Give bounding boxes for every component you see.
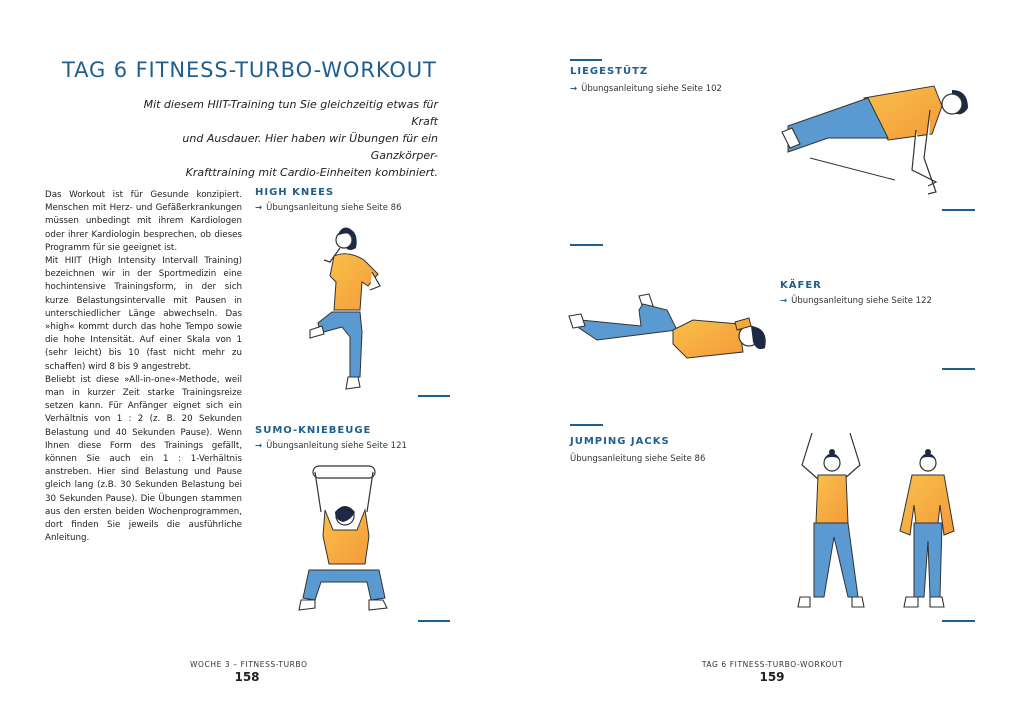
- exercise-ref-text: Übungsanleitung siehe Seite 86: [266, 203, 402, 213]
- page-number: 158: [234, 670, 260, 684]
- exercise-title-high-knees: HIGH KNEES: [255, 187, 335, 198]
- divider: [942, 620, 975, 622]
- exercise-ref-jumping-jacks: [570, 454, 705, 464]
- divider: [942, 368, 975, 370]
- exercise-ref-text: Übungsanleitung siehe Seite 102: [581, 84, 722, 94]
- exercise-title-sumo: SUMO-KNIEBEUGE: [255, 425, 372, 436]
- intro-text: [120, 96, 438, 181]
- exercise-title-liegestuetz: LIEGESTÜTZ: [570, 66, 649, 77]
- footer-label: TAG 6 FITNESS-TURBO-WORKOUT: [701, 660, 844, 669]
- divider: [570, 424, 603, 426]
- exercise-title-kaefer: KÄFER: [780, 280, 822, 291]
- divider: [570, 59, 602, 61]
- exercise-ref-kaefer: [780, 296, 932, 306]
- high-knees-illustration: [300, 222, 400, 397]
- chevron-right-icon: →: [255, 441, 263, 451]
- exercise-ref-text: Übungsanleitung siehe Seite 122: [791, 296, 932, 306]
- chevron-right-icon: →: [255, 203, 263, 213]
- sumo-squat-illustration: [295, 460, 395, 620]
- exercise-ref-text: Übungsanleitung siehe Seite 86: [570, 454, 706, 464]
- jumping-jacks-illustration: [790, 425, 970, 610]
- body-paragraph: Beliebt ist diese »All-in-one«-Methode, weil man in kurzer Zeit starke Trainingsreize setzen kann. Für Anfänger eignet sich ein Verhältnis von 1 : 2 (z. B. 20 Sekunden Belastung und 40 Sekunden Pause). Wenn Ihnen diese Form des Trainings gefällt, können Sie auch ein 1 : 1-Verhältnis anstreben. Hier sind Belastung und Pause gleich lang (z.B. 30 Sekunden Belastung bei 30 Sekunden Pause). Die Übungen stammen aus den ersten beiden Wochenprogrammen, dort finden Sie jeweils die ausführliche Anleitung.: [45, 374, 242, 544]
- exercise-ref-high-knees: [255, 203, 402, 213]
- body-paragraph: Das Workout ist für Gesunde konzipiert. Menschen mit Herz- und Gefäßerkrankungen müssen unbedingt mit ihrem Kardiologen oder ihrer Kardiologin besprechen, ob dieses Programm für sie geeignet ist.: [45, 190, 242, 253]
- exercise-ref-liegestuetz: [570, 84, 722, 94]
- footer-label: WOCHE 3 – FITNESS-TURBO: [190, 660, 308, 669]
- body-text: [45, 189, 242, 545]
- intro-line: Krafttraining mit Cardio-Einheiten kombiniert.: [185, 166, 438, 179]
- chevron-right-icon: →: [570, 84, 578, 94]
- exercise-title-jumping-jacks: JUMPING JACKS: [570, 436, 670, 447]
- intro-line: Mit diesem HIIT-Training tun Sie gleichzeitig etwas für Kraft: [143, 98, 438, 128]
- divider: [418, 620, 450, 622]
- exercise-ref-sumo: [255, 441, 407, 451]
- exercise-ref-text: Übungsanleitung siehe Seite 121: [266, 441, 407, 451]
- divider: [418, 395, 450, 397]
- page-title: TAG 6 FITNESS-TURBO-WORKOUT: [62, 58, 437, 82]
- divider: [570, 244, 603, 246]
- push-up-illustration: [780, 80, 980, 200]
- chevron-right-icon: →: [780, 296, 788, 306]
- divider: [942, 209, 975, 211]
- beetle-illustration: [565, 290, 770, 365]
- intro-line: und Ausdauer. Hier haben wir Übungen für ein Ganzkörper-: [182, 132, 438, 162]
- page-number: 159: [759, 670, 785, 684]
- body-paragraph: Mit HIIT (High Intensity Intervall Training) bezeichnen wir in der Sportmedizin eine hochintensive Trainingsform, in der sich kurze Belastungsintervalle mit Pausen in unterschiedlicher Länge abwechseln. Das »high« kommt durch das hohe Tempo sowie die hohe Intensität. Auf einer Skala von 1 (sehr leicht) bis 10 (fast nicht mehr zu schaffen) wird 8 bis 9 angestrebt.: [45, 256, 242, 372]
